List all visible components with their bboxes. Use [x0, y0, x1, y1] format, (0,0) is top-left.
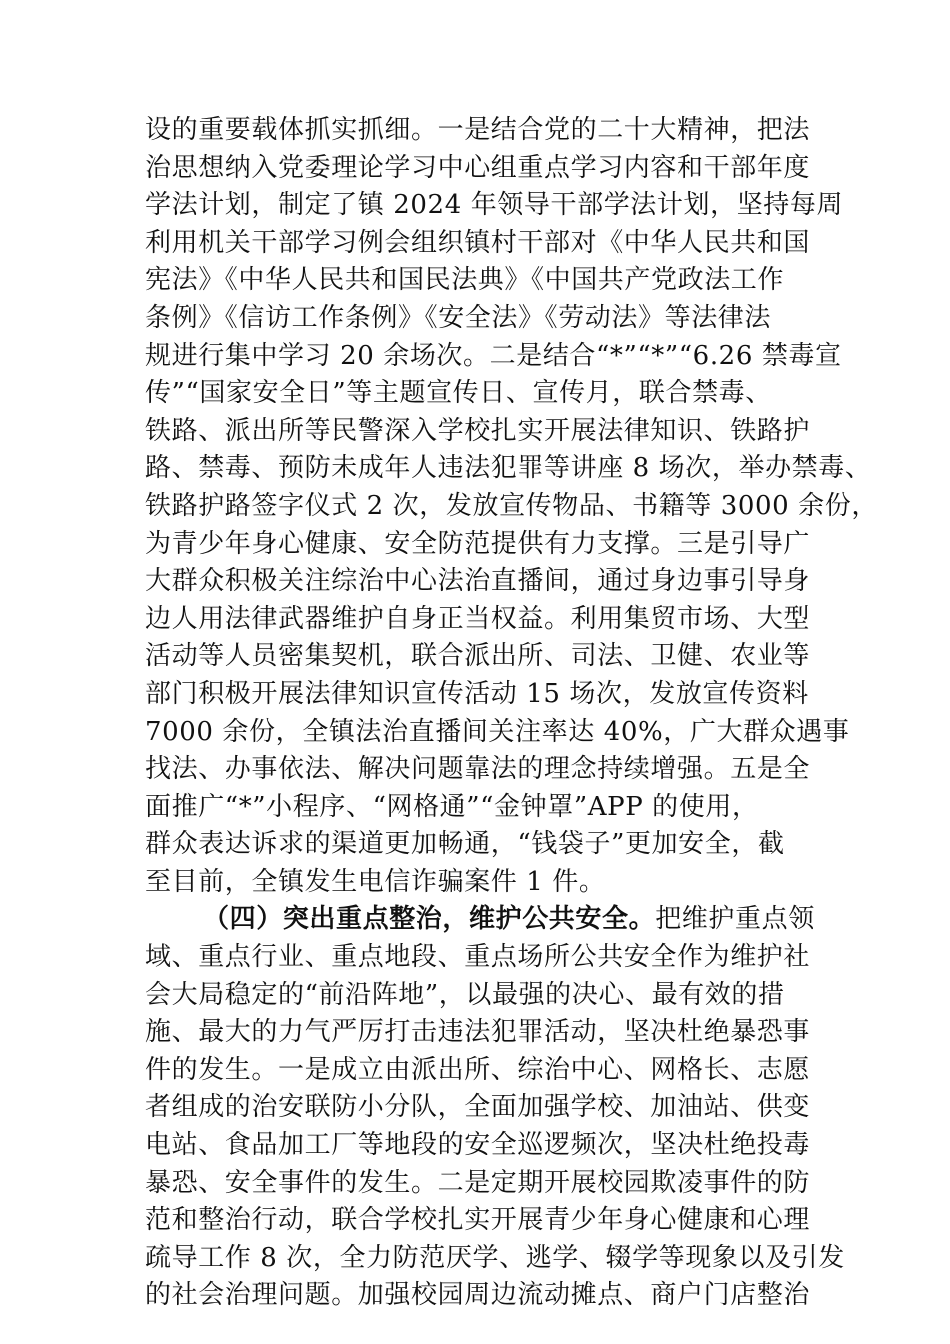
- paragraph-line: 铁路护路签字仪式 2 次，发放宣传物品、书籍等 3000 余份，: [145, 490, 878, 521]
- paragraph-line: 疏导工作 8 次，全力防范厌学、逃学、辍学等现象以及引发: [145, 1242, 845, 1273]
- paragraph-line: 电站、食品加工厂等地段的安全巡逻频次，坚决杜绝投毒: [145, 1130, 811, 1161]
- paragraph-line: 找法、办事依法、解决问题靠法的理念持续增强。五是全: [145, 754, 811, 785]
- paragraph-line: 群众表达诉求的渠道更加畅通，“钱袋子”更加安全，截: [145, 829, 785, 860]
- paragraph-line: 大群众积极关注综治中心法治直播间，通过身边事引导身: [145, 566, 811, 597]
- paragraph-line: 规进行集中学习 20 余场次。二是结合“*”“*”“6.26 禁毒宣: [145, 340, 842, 371]
- paragraph-line: 活动等人员密集契机，联合派出所、司法、卫健、农业等: [145, 641, 811, 672]
- section-first-line-text: 把维护重点领: [655, 904, 815, 935]
- paragraph-line: 域、重点行业、重点地段、重点场所公共安全作为维护社: [145, 942, 811, 973]
- paragraph-line: 的社会治理问题。加强校园周边流动摊点、商户门店整治: [145, 1280, 811, 1311]
- paragraph-line: 治思想纳入党委理论学习中心组重点学习内容和干部年度: [145, 152, 811, 183]
- paragraph-line: 部门积极开展法律知识宣传活动 15 场次，发放宣传资料: [145, 678, 809, 709]
- section-heading: （四）突出重点整治，维护公共安全。: [203, 904, 656, 935]
- paragraph-line: 为青少年身心健康、安全防范提供有力支撑。三是引导广: [145, 528, 811, 559]
- paragraph-line: 面推广“*”小程序、“网格通”“金钟罩”APP 的使用，: [145, 791, 759, 822]
- section-first-line: [145, 901, 815, 939]
- paragraph-line: 传”“国家安全日”等主题宣传日、宣传月，联合禁毒、: [145, 378, 772, 409]
- paragraph-line: 件的发生。一是成立由派出所、综治中心、网格长、志愿: [145, 1054, 811, 1085]
- paragraph-line: 者组成的治安联防小分队，全面加强学校、加油站、供变: [145, 1092, 811, 1123]
- paragraph-line: 至目前，全镇发生电信诈骗案件 1 件。: [145, 866, 606, 897]
- paragraph-line: 会大局稳定的“前沿阵地”，以最强的决心、最有效的措: [145, 979, 785, 1010]
- paragraph-line: 暴恐、安全事件的发生。二是定期开展校园欺凌事件的防: [145, 1167, 811, 1198]
- paragraph-line: 铁路、派出所等民警深入学校扎实开展法律知识、铁路护: [145, 415, 811, 446]
- paragraph-line: 边人用法律武器维护自身正当权益。利用集贸市场、大型: [145, 603, 811, 634]
- paragraph-line: 范和整治行动，联合学校扎实开展青少年身心健康和心理: [145, 1205, 811, 1236]
- paragraph-line: 学法计划，制定了镇 2024 年领导干部学法计划，坚持每周: [145, 190, 844, 221]
- document-body: [145, 112, 878, 1315]
- paragraph-line: 路、禁毒、预防未成年人违法犯罪等讲座 8 场次，举办禁毒、: [145, 453, 872, 484]
- paragraph-line: 宪法》《中华人民共和国民法典》《中国共产党政法工作: [145, 265, 785, 296]
- paragraph-line: 施、最大的力气严厉打击违法犯罪活动，坚决杜绝暴恐事: [145, 1017, 811, 1048]
- paragraph-line: 7000 余份，全镇法治直播间关注率达 40%，广大群众遇事: [145, 716, 850, 747]
- paragraph-line: 条例》《信访工作条例》《安全法》《劳动法》等法律法: [145, 302, 772, 333]
- paragraph-line: 设的重要载体抓实抓细。一是结合党的二十大精神，把法: [145, 115, 811, 145]
- paragraph-line: 利用机关干部学习例会组织镇村干部对《中华人民共和国: [145, 227, 811, 258]
